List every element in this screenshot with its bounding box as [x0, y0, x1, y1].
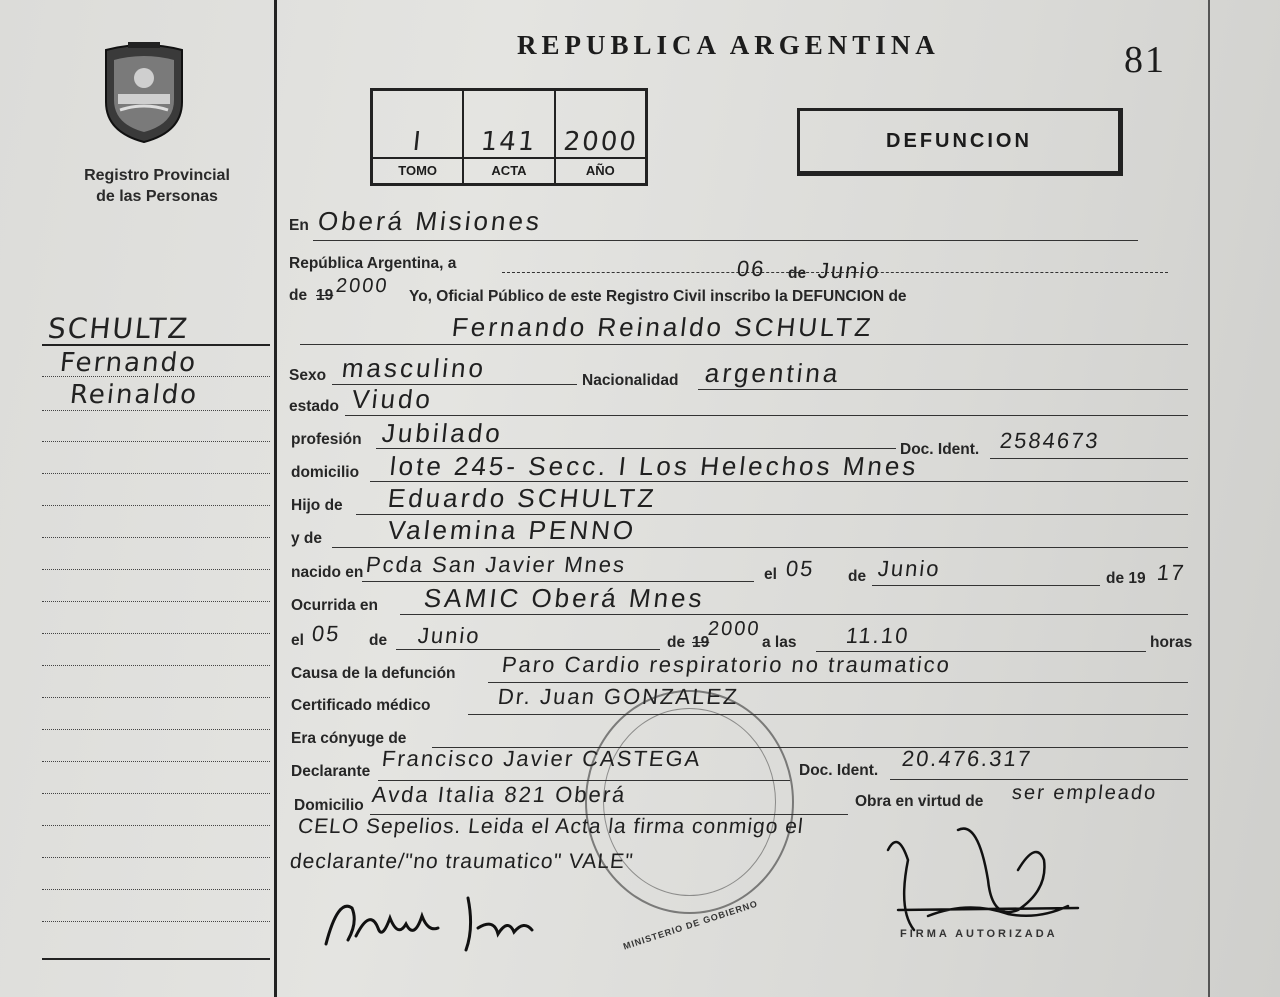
estado-label: estado	[289, 398, 339, 415]
ano-value: 2000	[561, 127, 639, 157]
ano-label: AÑO	[556, 157, 645, 183]
margin-surname: SCHULTZ	[46, 312, 191, 345]
hijo-value: Eduardo SCHULTZ	[386, 483, 659, 513]
yde-line	[332, 547, 1188, 548]
margin-rule	[42, 537, 270, 538]
margin-given-name-2: Reinaldo	[68, 380, 200, 410]
death-year: 2000	[706, 618, 762, 640]
nacionalidad-line	[698, 389, 1188, 390]
birth-el-label: el	[764, 566, 777, 583]
doc2-value: 20.476.317	[900, 746, 1034, 771]
registry-title	[52, 165, 262, 207]
horas-label: horas	[1150, 634, 1193, 651]
conyuge-label: Era cónyuge de	[291, 730, 407, 747]
domicilio2-value: Avda Italia 821 Oberá	[370, 782, 628, 807]
obra-value: ser empleado	[1010, 782, 1159, 804]
registry-title-line1: Registro Provincial	[84, 167, 230, 184]
sexo-label: Sexo	[289, 367, 327, 384]
death-de-label: de	[369, 632, 388, 649]
declarant-signature	[318, 888, 548, 958]
month-value: Junio	[816, 258, 882, 283]
nacido-value: Pcda San Javier Mnes	[364, 552, 628, 577]
right-margin-line	[1208, 0, 1210, 997]
death-month-line	[396, 649, 660, 650]
yde-label: y de	[291, 530, 323, 547]
en-line	[313, 240, 1138, 241]
tomo-value: I	[411, 127, 425, 157]
margin-rule	[42, 601, 270, 602]
causa-label: Causa de la defunción	[291, 665, 456, 682]
margin-rule	[42, 793, 270, 794]
birth-de-label: de	[848, 568, 867, 585]
birth-year-label: de 19	[1106, 570, 1146, 587]
note-line-2: declarante/"no traumatico" VALE"	[288, 850, 635, 873]
ocurrida-line	[400, 614, 1188, 615]
page-number: 81	[1124, 39, 1166, 81]
note-line-1: CELO Sepelios. Leida el Acta la firma conmigo el	[296, 815, 805, 838]
margin-given-name-1: Fernando	[58, 348, 199, 378]
death-alas-label: a las	[762, 634, 797, 651]
official-stamp	[585, 690, 794, 914]
estado-value: Viudo	[350, 384, 435, 414]
estado-line	[345, 415, 1188, 416]
death-year-printed: 19	[692, 634, 710, 651]
margin-rule	[42, 665, 270, 666]
margin-rule	[42, 633, 270, 634]
death-el-label: el	[291, 632, 304, 649]
year-prefix-label: de	[289, 287, 308, 304]
profesion-label: profesión	[291, 431, 362, 448]
margin-rule	[42, 761, 270, 762]
birth-day: 05	[784, 556, 816, 581]
ano-cell	[556, 91, 645, 183]
declaration-text: Yo, Oficial Público de este Registro Civil inscribo la DEFUNCION de	[409, 288, 907, 305]
ocurrida-value: SAMIC Oberá Mnes	[422, 583, 707, 613]
tomo-cell	[373, 91, 464, 183]
doc2-line	[890, 779, 1188, 780]
margin-rule	[42, 410, 270, 411]
record-type-box: DEFUNCION	[797, 108, 1123, 176]
republica-label: República Argentina, a	[289, 255, 457, 272]
en-value: Oberá Misiones	[316, 206, 544, 236]
declarante-value: Francisco Javier CASTEGA	[380, 746, 703, 771]
death-hour: 11.10	[844, 623, 911, 648]
hijo-label: Hijo de	[291, 497, 343, 514]
record-box	[370, 88, 648, 186]
margin-rule	[42, 921, 270, 922]
year-value: 2000	[334, 275, 390, 297]
acta-label: ACTA	[464, 157, 553, 183]
year-printed: 19	[316, 287, 334, 304]
margin-rule	[42, 505, 270, 506]
ocurrida-label: Ocurrida en	[291, 597, 378, 614]
acta-value: 141	[479, 127, 539, 157]
death-year-label: de	[667, 634, 686, 651]
nacido-label: nacido en	[291, 564, 364, 581]
causa-value: Paro Cardio respiratorio no traumatico	[500, 652, 953, 677]
margin-rule-bottom	[42, 958, 270, 960]
margin-rule	[42, 729, 270, 730]
domicilio-label: domicilio	[291, 464, 360, 481]
birth-year: 17	[1155, 560, 1187, 585]
de-label: de	[788, 265, 807, 282]
doc-ident-label: Doc. Ident.	[900, 441, 980, 458]
day-value: 06	[735, 256, 767, 281]
certificado-line	[468, 714, 1188, 715]
causa-line	[488, 682, 1188, 683]
stamp-inner-ring	[603, 708, 776, 896]
doc-ident-line	[990, 458, 1188, 459]
nacionalidad-label: Nacionalidad	[582, 372, 679, 389]
margin-rule	[42, 376, 270, 377]
registry-title-line2: de las Personas	[96, 188, 218, 205]
tomo-label: TOMO	[373, 157, 462, 183]
birth-month: Junio	[876, 556, 942, 581]
yde-value: Valemina PENNO	[386, 515, 638, 545]
acta-cell	[464, 91, 555, 183]
birth-month-line	[872, 585, 1100, 586]
authorized-signature-label: FIRMA AUTORIZADA	[900, 928, 1058, 940]
margin-rule	[42, 857, 270, 858]
margin-rule	[42, 569, 270, 570]
margin-rule	[42, 697, 270, 698]
margin-rule	[42, 825, 270, 826]
margin-rule	[42, 889, 270, 890]
en-label: En	[289, 217, 309, 234]
left-margin-line	[274, 0, 277, 997]
margin-rule-1	[42, 344, 270, 346]
nacionalidad-value: argentina	[703, 358, 843, 388]
declarante-label: Declarante	[291, 763, 371, 780]
domicilio2-label: Domicilio	[294, 797, 364, 814]
sexo-value: masculino	[340, 353, 488, 383]
deceased-value: Fernando Reinaldo SCHULTZ	[450, 312, 875, 342]
profesion-value: Jubilado	[380, 418, 505, 448]
obra-label: Obra en virtud de	[855, 793, 984, 810]
death-day: 05	[310, 621, 342, 646]
country-title: REPUBLICA ARGENTINA	[517, 30, 940, 60]
death-month: Junio	[416, 623, 482, 648]
deceased-line	[300, 344, 1188, 345]
doc2-label: Doc. Ident.	[799, 762, 879, 779]
certificado-label: Certificado médico	[291, 697, 431, 714]
provincial-seal-logo	[102, 40, 186, 144]
margin-rule	[42, 473, 270, 474]
domicilio-value: lote 245- Secc. I Los Helechos Mnes	[388, 451, 921, 481]
nacido-line	[362, 581, 754, 582]
doc-ident-value: 2584673	[998, 428, 1102, 453]
margin-rule	[42, 441, 270, 442]
certificado-value: Dr. Juan GONZALEZ	[496, 684, 740, 709]
stamp-text: MINISTERIO DE GOBIERNO	[621, 898, 760, 952]
